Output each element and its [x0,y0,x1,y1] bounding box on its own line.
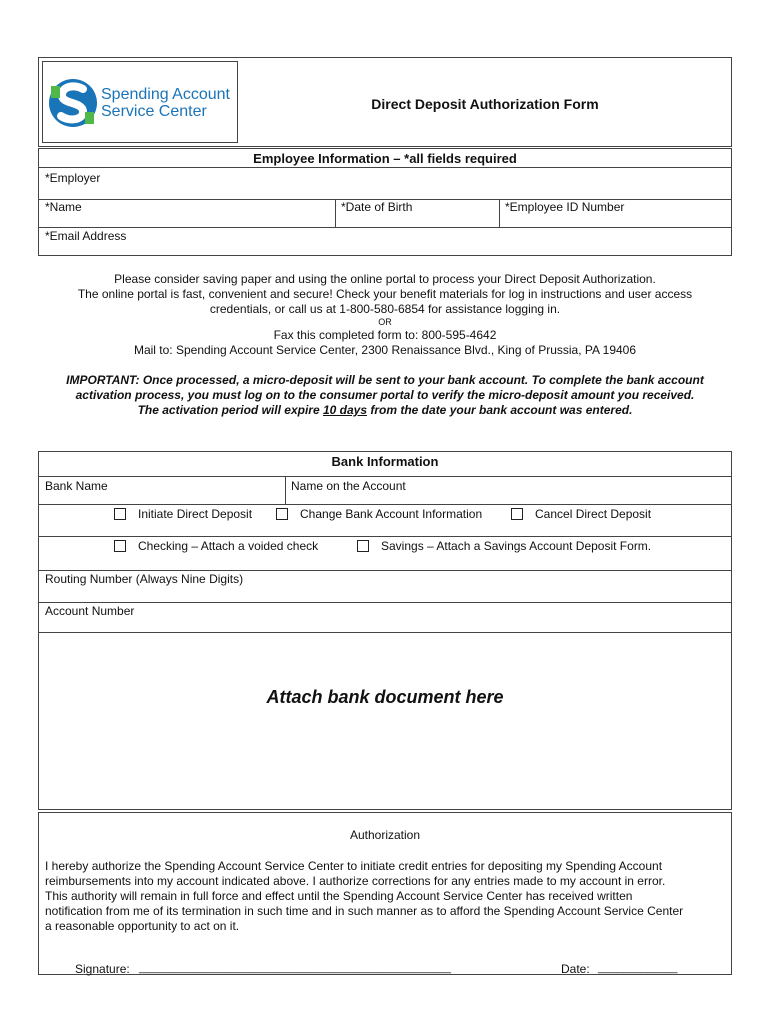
email-field[interactable] [39,227,731,256]
date-label: Date: [561,962,590,976]
important-notice [40,373,730,418]
account-number-field[interactable] [39,602,731,633]
signature-line[interactable]: ___________________________________________________ [139,962,452,974]
authorization-line-3: This authority will remain in full force and effect until the Spending Account Service Center has received written [45,889,633,903]
account-name-label: Name on the Account [291,479,406,493]
divider [499,200,500,228]
change-account-checkbox[interactable] [276,508,288,520]
important-line-3: The activation period will expire 10 days from the date your bank account was entered. [137,403,633,417]
important-line-1: IMPORTANT: Once processed, a micro-deposit will be sent to your bank account. To complete the bank account [66,373,704,387]
mail-line: Mail to: Spending Account Service Center, 2300 Renaissance Blvd., King of Prussia, PA 19406 [133,343,637,357]
divider [285,477,286,505]
notice-line-3: credentials, or call us at 1-800-580-6854 for assistance logging in. [209,302,561,316]
cancel-deposit-checkbox[interactable] [511,508,523,520]
account-type-row [39,536,731,570]
authorization-section [38,812,732,975]
authorization-line-2: reimbursements into my account indicated above. I authorize corrections for any entries made to my account in error. [45,874,666,888]
signature-label: Signature: [75,962,130,976]
change-account-label: Change Bank Account Information [300,507,483,521]
bank-information-section [38,451,732,633]
routing-number-field[interactable] [39,570,731,602]
attach-document-area[interactable] [38,632,732,810]
routing-number-label: Routing Number (Always Nine Digits) [45,572,244,586]
name-label: *Name [45,200,82,214]
initiate-deposit-checkbox[interactable] [114,508,126,520]
employer-label: *Employer [45,171,101,185]
authorization-line-1: I hereby authorize the Spending Account Service Center to initiate credit entries for depositing my Spending Account [45,859,663,873]
dob-label: *Date of Birth [341,200,413,214]
bank-section-title: Bank Information [331,454,439,469]
bank-name-row [39,476,731,504]
employee-information-section [38,148,732,256]
fax-line: Fax this completed form to: 800-595-4642 [273,328,497,342]
notice-line-1: Please consider saving paper and using the online portal to process your Direct Deposit Authorization. [114,272,656,286]
savings-checkbox[interactable] [357,540,369,552]
important-line-2: activation process, you must log on to the consumer portal to verify the micro-deposit amount you received. [75,388,695,402]
action-options-row [39,504,731,536]
initiate-deposit-label: Initiate Direct Deposit [138,507,253,521]
checking-checkbox[interactable] [114,540,126,552]
employee-id-label: *Employee ID Number [505,200,625,214]
notice-or: OR [378,317,392,327]
form-title: Direct Deposit Authorization Form [371,96,599,112]
bank-name-label: Bank Name [45,479,108,493]
name-row [39,199,731,227]
email-label: *Email Address [45,229,127,243]
notice-line-2: The online portal is fast, convenient and secure! Check your benefit materials for log in instructions and user access [77,287,693,301]
authorization-text [45,859,725,934]
logo-s-icon [49,76,97,130]
logo-text [101,86,230,120]
logo [42,61,238,143]
authorization-line-4: notification from me of its termination in such time and in such manner as to afford the Spending Account Service Center [45,904,684,918]
attach-document-text: Attach bank document here [266,687,504,707]
account-number-label: Account Number [45,604,135,618]
form-header [38,57,732,147]
authorization-title: Authorization [349,828,421,842]
logo-line-2: Service Center [101,103,207,120]
date-line[interactable]: _____________ [598,962,678,974]
cancel-deposit-label: Cancel Direct Deposit [535,507,652,521]
logo-line-1: Spending Account [101,86,230,103]
authorization-line-5: a reasonable opportunity to act on it. [45,919,240,933]
employer-field[interactable] [39,167,731,199]
divider [335,200,336,228]
notice-block [40,272,730,358]
employee-section-title: Employee Information – *all fields required [253,151,517,166]
savings-label: Savings – Attach a Savings Account Deposit Form. [381,539,652,553]
expiry-days: 10 days [322,403,368,417]
checking-label: Checking – Attach a voided check [138,539,319,553]
